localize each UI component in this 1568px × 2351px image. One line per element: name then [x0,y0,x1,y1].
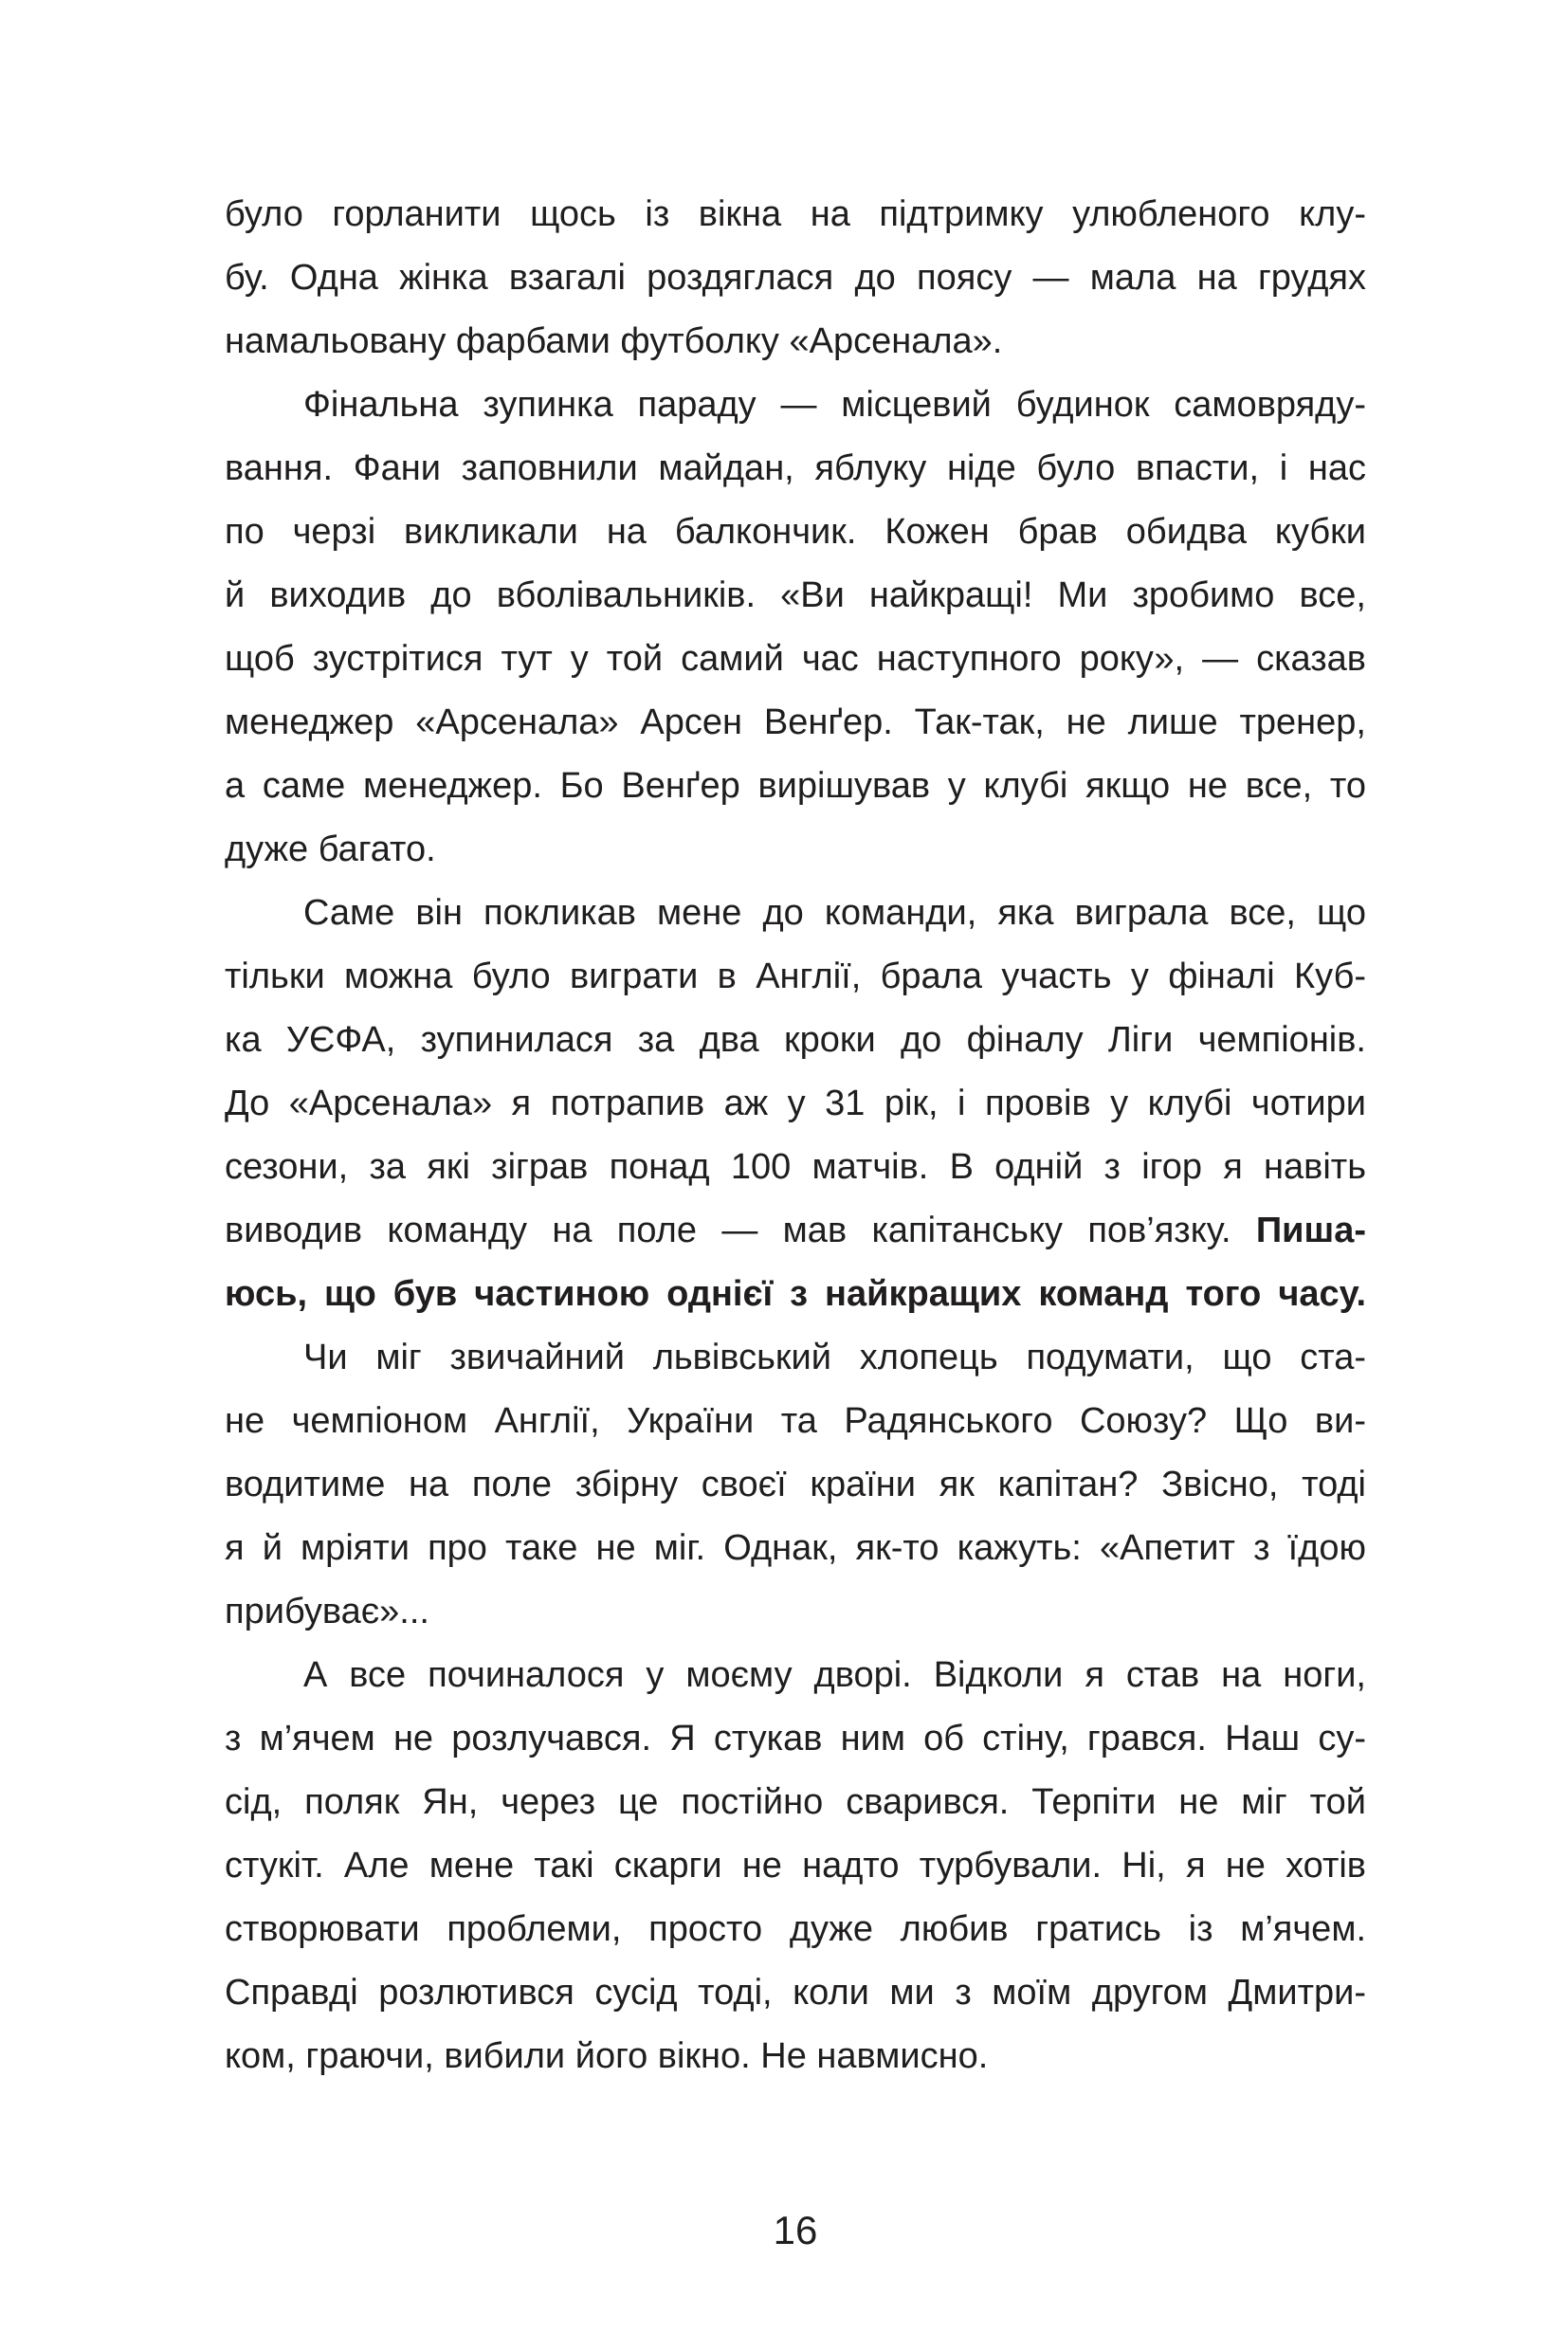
text-segment: стукіт. Але мене такі скарги не надто турбували. Ні, я не хотів [225,1846,1366,1886]
text-line [225,1771,1366,1834]
text-line [225,437,1366,501]
text-line [225,1263,1366,1326]
text-segment: Саме він покликав мене до команди, яка виграла все, що [303,893,1366,933]
text-segment: не чемпіоном Англії, України та Радянського Союзу? Що ви- [225,1401,1366,1441]
text-segment: водитиме на поле збірну своєї країни як капітан? Звісно, тоді [225,1465,1366,1504]
text-segment: Фінальна зупинка параду — місцевий будинок самовряду- [303,385,1366,425]
text-line [225,1136,1366,1199]
text-segment-bold: юсь, що був частиною однієї з найкращих команд того часу. [225,1274,1366,1314]
text-line [225,1707,1366,1771]
text-segment: вання. Фани заповнили майдан, яблуку ніде було впасти, і нас [225,448,1366,488]
text-line [225,1072,1366,1136]
text-segment: з м’ячем не розлучався. Я стукав ним об стіну, грався. Наш су- [225,1719,1366,1759]
text-line [225,1961,1366,2025]
text-segment: сезони, за які зіграв понад 100 матчів. В одній з ігор я навіть [225,1147,1366,1187]
text-segment: ком, граючи, вибили його вікно. Не навмисно. [225,2036,989,2076]
text-line [225,310,1366,374]
text-line [225,2025,1366,2088]
text-segment: А все починалося у моєму дворі. Відколи я став на ноги, [303,1655,1366,1695]
text-line [225,945,1366,1009]
page-number: 16 [773,2208,818,2252]
text-line [225,1390,1366,1453]
text-segment: прибуває»... [225,1592,429,1631]
text-segment: я й мріяти про таке не міг. Однак, як-то кажуть: «Апетит з їдою [225,1528,1366,1568]
text-line [225,755,1366,818]
text-line [225,1898,1366,1961]
text-line [225,1517,1366,1580]
text-segment: й виходив до вболівальників. «Ви найкращі! Ми зробимо все, [225,575,1366,615]
text-segment: намальовану фарбами футболку «Арсенала». [225,321,1003,361]
text-line [225,183,1366,246]
text-segment: було горланити щось із вікна на підтримку улюбленого клу- [225,194,1366,234]
text-line [225,1453,1366,1517]
text-segment: створювати проблеми, просто дуже любив гратись із м’ячем. [225,1909,1366,1949]
text-segment: щоб зустрітися тут у той самий час наступного року», — сказав [225,639,1366,679]
page-text [225,183,1366,2088]
text-segment: виводив команду на поле — мав капітанську пов’язку. [225,1211,1256,1250]
text-segment: Справді розлютився сусід тоді, коли ми з моїм другом Дмитри- [225,1973,1366,2013]
text-line [225,374,1366,437]
text-line [225,628,1366,691]
text-line [225,501,1366,564]
text-line [225,1199,1366,1263]
text-segment: Чи міг звичайний львівський хлопець подумати, що ста- [303,1338,1366,1377]
text-line [225,246,1366,310]
text-segment: а саме менеджер. Бо Венґер вирішував у клубі якщо не все, то [225,766,1366,806]
text-line [225,1009,1366,1072]
text-segment-bold: Пиша- [1255,1211,1366,1250]
text-line [225,1326,1366,1390]
text-segment: дуже багато. [225,829,436,869]
text-segment: ка УЄФА, зупинилася за два кроки до фіналу Ліги чемпіонів. [225,1020,1366,1060]
text-segment: сід, поляк Ян, через це постійно сварився. Терпіти не міг той [225,1782,1366,1822]
text-line [225,691,1366,755]
text-line [225,564,1366,628]
text-line [225,882,1366,945]
text-segment: тільки можна було виграти в Англії, брала участь у фіналі Куб- [225,957,1366,996]
text-line [225,818,1366,882]
text-segment: До «Арсенала» я потрапив аж у 31 рік, і провів у клубі чотири [225,1084,1366,1123]
text-segment: по черзі викликали на балкончик. Кожен брав обидва кубки [225,512,1366,552]
text-line [225,1834,1366,1898]
text-segment: бу. Одна жінка взагалі роздяглася до поясу — мала на грудях [225,258,1366,298]
text-segment: менеджер «Арсенала» Арсен Венґер. Так-так, не лише тренер, [225,702,1366,742]
text-line [225,1580,1366,1644]
text-line [225,1644,1366,1707]
